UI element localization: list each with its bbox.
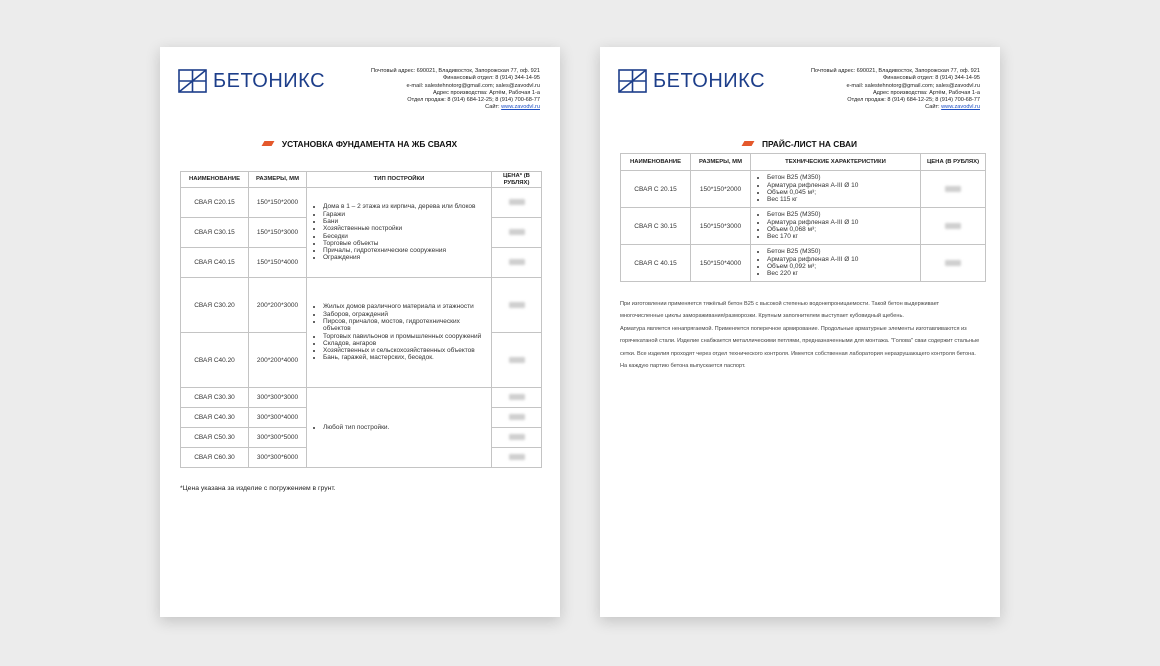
pile-size: 200*200*3000 (249, 278, 307, 333)
pile-name: СВАЯ С40.20 (181, 333, 249, 388)
table-row (621, 208, 986, 245)
table-row (181, 278, 542, 333)
list-item: • Хозяйственные постройки (323, 225, 489, 232)
contact-site-line (780, 104, 980, 111)
price-cell (492, 218, 542, 248)
site-link[interactable]: www.zavodvl.ru (941, 104, 980, 111)
list-item: • Бани (323, 218, 489, 225)
page-title-text: ПРАЙС-ЛИСТ НА СВАИ (761, 139, 858, 149)
site-label: Сайт: (925, 104, 942, 111)
list-item: • Бань, гаражей, мастерских, беседок. (323, 354, 489, 361)
pile-name: СВАЯ С30.20 (181, 278, 249, 333)
price-cell (492, 248, 542, 278)
price-cell (492, 333, 542, 388)
contact-line: Почтовый адрес: 690021, Владивосток, Запорожская 77, оф. 921 (370, 68, 540, 74)
price-cell (921, 208, 986, 245)
price-cell (492, 388, 542, 408)
col-header-type: ТИП ПОСТРОЙКИ (307, 172, 492, 188)
table-row (181, 388, 542, 408)
price-cell (492, 188, 542, 218)
pile-size: 150*150*4000 (691, 245, 751, 282)
price-cell (492, 408, 542, 428)
blurred-price (509, 394, 525, 400)
pile-name: СВАЯ С50.30 (181, 428, 249, 448)
list-item: • Хозяйственных и сельскохозяйственных объектов (323, 347, 489, 354)
contact-line: e-mail: salestehnotorg@gmail.com; sales@zavodvl.ru (406, 82, 540, 89)
description-text (620, 298, 982, 372)
contact-line: Финансовый отдел: 8 (914) 344-14-95 (882, 75, 980, 82)
pile-name: СВАЯ С40.30 (181, 408, 249, 428)
list-item: • Торговых павильонов и промышленных сооружений (323, 333, 489, 340)
description-paragraph: Арматура является ненапрягаемой. Применяется поперечное армирование. Продольные арматурные элементы изготавливаются из горячекатаной стали. Изделие снабжается металлическими петлями, предназначенными для монтажа. "Голова" сваи содержит стальные сетки. Все изделия проходят через отдел технического контроля. Имеется собственная лаборатория неразрушающего контроля бетона. На каждую партию бетона выпускается паспорт. (620, 325, 980, 370)
list-item: • Объем 0,045 м³; (767, 189, 918, 196)
price-footnote: *Цена указана за изделие с погружением в грунт. (180, 485, 336, 492)
pile-size: 300*300*4000 (249, 408, 307, 428)
price-cell (921, 171, 986, 208)
pile-size: 150*150*3000 (249, 218, 307, 248)
pile-name: СВАЯ С20.15 (181, 188, 249, 218)
list-item: • Бетон В25 (М350) (767, 248, 918, 255)
pile-size: 150*150*2000 (249, 188, 307, 218)
brand-mark-icon (178, 69, 207, 93)
list-item: • Бетон В25 (М350) (767, 174, 918, 181)
price-cell (492, 448, 542, 468)
pile-name: СВАЯ С 20.15 (621, 171, 691, 208)
list-item: • Бетон В25 (М350) (767, 211, 918, 218)
pile-name: СВАЯ С40.15 (181, 248, 249, 278)
brand-logo (618, 69, 765, 93)
building-types-list (309, 424, 489, 431)
contact-line: Отдел продаж: 8 (914) 684-12-25; 8 (914) 700-68-77 (407, 97, 540, 104)
col-header-size: РАЗМЕРЫ, ММ (691, 154, 751, 171)
col-header-price: ЦЕНА* (В РУБЛЯХ) (492, 172, 542, 188)
contacts-block (780, 68, 980, 112)
brand-logo (178, 69, 325, 93)
list-item: • Ограждения (323, 254, 489, 261)
table-row (621, 245, 986, 282)
contact-line: e-mail: salestehnotorg@gmail.com; sales@zavodvl.ru (846, 82, 980, 89)
contact-site-line (340, 104, 540, 111)
specs-cell (751, 171, 921, 208)
pile-size: 300*300*5000 (249, 428, 307, 448)
pile-size: 150*150*3000 (691, 208, 751, 245)
list-item: • Складов, ангаров (323, 340, 489, 347)
price-sheet-piles (600, 47, 1000, 617)
foundation-price-table (180, 171, 542, 468)
pile-name: СВАЯ С30.30 (181, 388, 249, 408)
list-item: • Дома в 1 – 2 этажа из кирпича, дерева или блоков (323, 203, 489, 210)
price-sheet-foundation (160, 47, 560, 617)
blurred-price (945, 186, 961, 192)
list-item: • Вес 220 кг (767, 270, 918, 277)
building-types-list (309, 303, 489, 361)
blurred-price (509, 434, 525, 440)
col-header-price: ЦЕНА (В РУБЛЯХ) (921, 154, 986, 171)
site-link[interactable]: www.zavodvl.ru (501, 104, 540, 111)
blurred-price (945, 260, 961, 266)
blurred-price (509, 199, 525, 205)
title-accent-mark (261, 141, 274, 146)
site-label: Сайт: (485, 104, 502, 111)
list-item: • Вес 170 кг (767, 233, 918, 240)
pile-name: СВАЯ С 40.15 (621, 245, 691, 282)
building-types-cell (307, 278, 492, 388)
blurred-price (509, 229, 525, 235)
pile-name: СВАЯ С60.30 (181, 448, 249, 468)
page-title (160, 139, 560, 149)
blurred-price (509, 454, 525, 460)
building-types-cell (307, 388, 492, 468)
brand-mark-icon (618, 69, 647, 93)
page-title-text: УСТАНОВКА ФУНДАМЕНТА НА ЖБ СВАЯХ (281, 139, 458, 149)
pile-name: СВАЯ С30.15 (181, 218, 249, 248)
list-item: • Вес 115 кг (767, 196, 918, 203)
col-header-name: НАИМЕНОВАНИЕ (621, 154, 691, 171)
specs-cell (751, 245, 921, 282)
blurred-price (509, 259, 525, 265)
price-cell (921, 245, 986, 282)
price-cell (492, 428, 542, 448)
contact-line: Отдел продаж: 8 (914) 684-12-25; 8 (914) 700-68-77 (847, 97, 980, 104)
pile-specs-table (620, 153, 986, 282)
price-cell (492, 278, 542, 333)
description-paragraph: При изготовлении применяется тяжёлый бетон В25 с высокой степенью водонепроницаемости. Такой бетон выдерживает многочисленные циклы замораживания/разморозки. Крупным заполнителем выступает кубовидный щебень. (620, 301, 940, 320)
page-title (600, 139, 1000, 149)
brand-name: БЕТОНИКС (653, 69, 766, 92)
pile-size: 150*150*2000 (691, 171, 751, 208)
col-header-specs: ТЕХНИЧЕСКИЕ ХАРАКТЕРИСТИКИ (751, 154, 921, 171)
list-item: • Гаражи (323, 211, 489, 218)
pile-size: 200*200*4000 (249, 333, 307, 388)
contact-line: Адрес производства: Артём, Рабочая 1-а (872, 89, 980, 96)
contact-line: Финансовый отдел: 8 (914) 344-14-95 (442, 75, 540, 82)
contact-line: Почтовый адрес: 690021, Владивосток, Запорожская 77, оф. 921 (810, 68, 980, 74)
list-item: • Арматура рифленая А-III Ø 10 (767, 219, 918, 226)
pile-size: 300*300*6000 (249, 448, 307, 468)
specs-list (753, 248, 918, 277)
blurred-price (509, 357, 525, 363)
list-item: • Объем 0,068 м³; (767, 226, 918, 233)
col-header-name: НАИМЕНОВАНИЕ (181, 172, 249, 188)
list-item: • Арматура рифленая А-III Ø 10 (767, 256, 918, 263)
title-accent-mark (741, 141, 754, 146)
list-item: • Беседки (323, 233, 489, 240)
pile-size: 300*300*3000 (249, 388, 307, 408)
table-row (621, 171, 986, 208)
pile-size: 150*150*4000 (249, 248, 307, 278)
list-item: • Заборов, ограждений (323, 311, 489, 318)
contacts-block (340, 68, 540, 112)
col-header-size: РАЗМЕРЫ, ММ (249, 172, 307, 188)
list-item: • Объем 0,092 м³; (767, 263, 918, 270)
list-item: • Арматура рифленая А-III Ø 10 (767, 182, 918, 189)
list-item: • Причалы, гидротехнические сооружения (323, 247, 489, 254)
specs-cell (751, 208, 921, 245)
specs-list (753, 211, 918, 240)
specs-list (753, 174, 918, 203)
table-row (181, 188, 542, 218)
brand-name: БЕТОНИКС (213, 69, 326, 92)
list-item: • Любой тип постройки. (323, 424, 489, 431)
list-item: • Жилых домов различного материала и этажности (323, 303, 489, 310)
building-types-cell (307, 188, 492, 278)
blurred-price (509, 302, 525, 308)
blurred-price (509, 414, 525, 420)
pile-name: СВАЯ С 30.15 (621, 208, 691, 245)
list-item: • Пирсов, причалов, мостов, гидротехнических объектов (323, 318, 489, 333)
contact-line: Адрес производства: Артём, Рабочая 1-а (432, 89, 540, 96)
list-item: • Торговые объекты (323, 240, 489, 247)
building-types-list (309, 203, 489, 261)
blurred-price (945, 223, 961, 229)
